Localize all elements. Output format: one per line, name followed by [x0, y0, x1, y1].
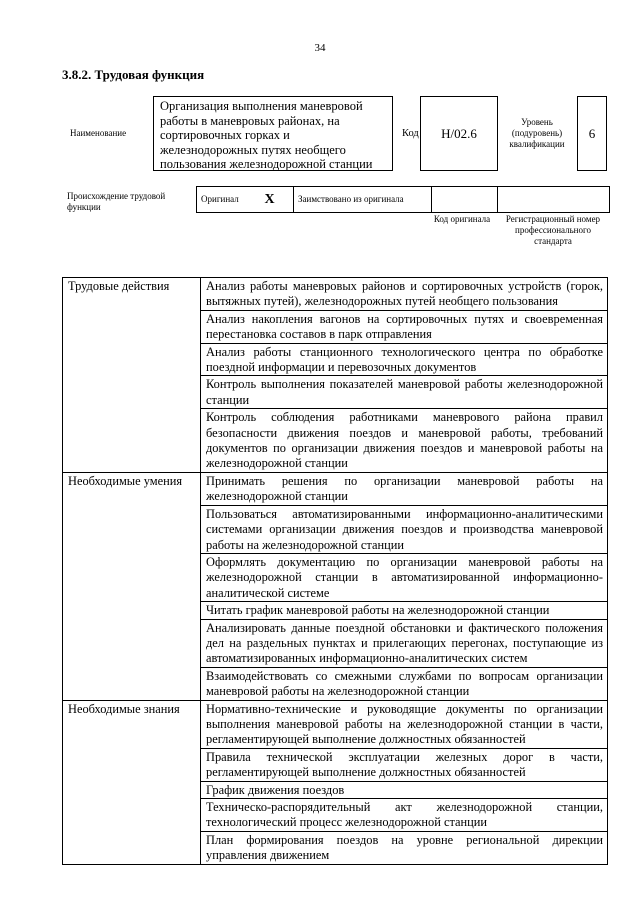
labor-function-table [62, 277, 608, 865]
section-title-skills: Необходимые умения [63, 472, 201, 700]
table-cell: Правила технической эксплуатации железных дорог в части, регламентирующей выполнение должностных обязанностей [201, 748, 608, 781]
table-cell: Анализ работы маневровых районов и сортировочных устройств (горок, вытяжных путей), железнодорожных путей необщего пользования [201, 278, 608, 311]
origin-label [67, 191, 197, 213]
table-cell: Оформлять документацию по организации маневровой работы на железнодорожной станции в автоматизированной информационно-аналитической системе [201, 553, 608, 601]
table-cell: Пользоваться автоматизированными информационно-аналитическими системами организации движения поездов и производства маневровой работы на железнодорожной станции [201, 505, 608, 553]
code-value-box: Н/02.6 [420, 96, 498, 171]
table-cell: Анализ работы станционного технологического центра по обработке поездной информации и перевозочных документов [201, 343, 608, 376]
table-row [63, 278, 608, 311]
section-title-knowledge: Необходимые знания [63, 700, 201, 864]
table-cell: Читать график маневровой работы на железнодорожной станции [201, 602, 608, 619]
registration-number-caption: Регистрационный номер профессионального стандарта [505, 214, 601, 246]
qualification-level-box: 6 [577, 96, 607, 171]
page-number: 34 [314, 42, 326, 54]
table-cell: Взаимодействовать со смежными службами по вопросам организации маневровой работы на железнодорожной станции [201, 667, 608, 700]
table-cell: Техническо-распорядительный акт железнодорожной станции, технологический процесс железнодорожной станции [201, 799, 608, 832]
function-name-box: Организация выполнения маневровой работы в маневровых районах, на сортировочных горках и железнодорожных путях необщего пользования железнодорожной станции [153, 96, 393, 171]
qualification-level-label: Уровень (подуровень) квалификации [509, 117, 565, 149]
table-cell: График движения поездов [201, 781, 608, 798]
original-label: Оригинал [197, 187, 261, 213]
name-label: Наименование [70, 128, 127, 138]
table-cell: Анализировать данные поездной обстановки и фактического положения дел на раздельных пунктах и прилегающих перегонах, поступающие из автоматизированных информационно-аналитических систем [201, 619, 608, 667]
origin-label-text: Происхождение трудовой функции [67, 191, 166, 212]
table-cell: Анализ накопления вагонов на сортировочных путях и своевременная перестановка составов в парк отправления [201, 310, 608, 343]
table-cell: План формирования поездов на уровне региональной дирекции управления движением [201, 831, 608, 864]
table-cell: Контроль выполнения показателей маневровой работы железнодорожной станции [201, 376, 608, 409]
origin-table [196, 186, 610, 213]
section-title: 3.8.2. Трудовая функция [62, 67, 205, 82]
table-cell: Контроль соблюдения работниками маневрового района правил безопасности движения поездов и маневровой работы, требований документов по организации движения поездов и маневровой работы на железнодорожной станции [201, 409, 608, 473]
code-label: Код [402, 128, 419, 139]
table-row [63, 700, 608, 748]
table-cell: Нормативно-технические и руководящие документы по организации выполнения маневровой работы на железнодорожной станции в части, регламентирующей выполнение должностных обязанностей [201, 700, 608, 748]
original-mark: X [261, 187, 294, 213]
table-cell: Принимать решения по организации маневровой работы на железнодорожной станции [201, 472, 608, 505]
section-title-actions: Трудовые действия [63, 278, 201, 473]
borrowed-label: Заимствовано из оригинала [294, 187, 432, 213]
table-row [63, 472, 608, 505]
original-code-cell [432, 187, 498, 213]
original-code-caption: Код оригинала [433, 214, 491, 224]
registration-number-cell [498, 187, 610, 213]
